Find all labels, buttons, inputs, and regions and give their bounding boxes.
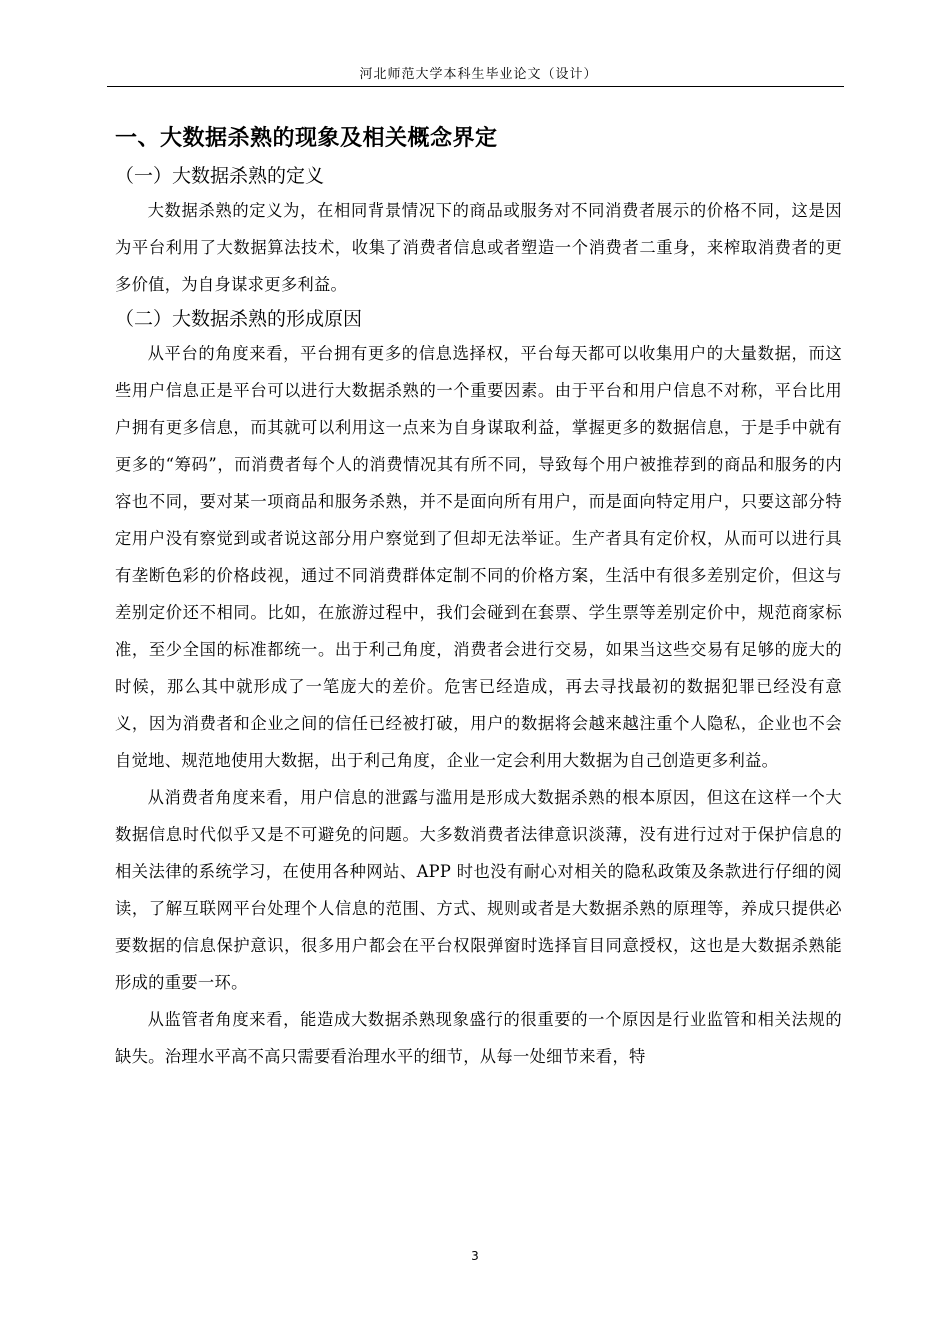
regulator-perspective-paragraph: 从监管者角度来看，能造成大数据杀熟现象盛行的很重要的一个原因是行业监管和相关法规的缺失。治理水平高不高只需要看治理水平的细节，从每一处细节来看，特 — [115, 1010, 842, 1066]
header-divider — [107, 86, 844, 87]
platform-perspective-paragraph: 从平台的角度来看，平台拥有更多的信息选择权，平台每天都可以收集用户的大量数据，而这些用户信息正是平台可以进行大数据杀熟的一个重要因素。由于平台和用户信息不对称，平台比用户拥有更多信息，而其就可以利用这一点来为自身谋取利益，掌握更多的数据信息，于是手中就有更多的“筹码”，而消费者每个人的消费情况其有所不同，导致每个用户被推荐到的商品和服务的内容也不同，要对某一项商品和服务杀熟，并不是面向所有用户，而是面向特定用户，只要这部分特定用户没有察觉到或者说这部分用户察觉到了但却无法举证。生产者具有定价权，从而可以进行具有垄断色彩的价格歧视，通过不同消费群体定制不同的价格方案，生活中有很多差别定价，但这与差别定价还不相同。比如，在旅游过程中，我们会碰到在套票、学生票等差别定价中，规范商家标准，至少全国的标准都统一。出于利己角度，消费者会进行交易，如果当这些交易有足够的庞大的时候，那么其中就形成了一笔庞大的差价。危害已经造成，再去寻找最初的数据犯罪已经没有意义，因为消费者和企业之间的信任已经被打破，用户的数据将会越来越注重个人隐私，企业也不会自觉地、规范地使用大数据，出于利己角度，企业一定会利用大数据为自己创造更多利益。 — [115, 344, 842, 770]
section-title-causes: （二）大数据杀熟的形成原因 — [115, 308, 363, 330]
page-content — [115, 118, 842, 1075]
running-header: 河北师范大学本科生毕业论文（设计） — [359, 67, 598, 82]
definition-paragraph: 大数据杀熟的定义为，在相同背景情况下的商品或服务对不同消费者展示的价格不同，这是因为平台利用了大数据算法技术，收集了消费者信息或者塑造一个消费者二重身，来榨取消费者的更多价值，为自身谋求更多利益。 — [115, 201, 842, 294]
consumer-perspective-paragraph: 从消费者角度来看，用户信息的泄露与滥用是形成大数据杀熟的根本原因，但这在这样一个大数据信息时代似乎又是不可避免的问题。大多数消费者法律意识淡薄，没有进行过对于保护信息的相关法律的系统学习，在使用各种网站、APP 时也没有耐心对相关的隐私政策及条款进行仔细的阅读，了解互联网平台处理个人信息的范围、方式、规则或者是大数据杀熟的原理等，养成只提供必要数据的信息保护意识，很多用户都会在平台权限弹窗时选择盲目同意授权，这也是大数据杀熟能形成的重要一环。 — [115, 788, 842, 992]
chapter-title: 一、大数据杀熟的现象及相关概念界定 — [115, 126, 498, 151]
section-title-definition: （一）大数据杀熟的定义 — [115, 165, 325, 187]
page-number: 3 — [471, 1249, 479, 1263]
